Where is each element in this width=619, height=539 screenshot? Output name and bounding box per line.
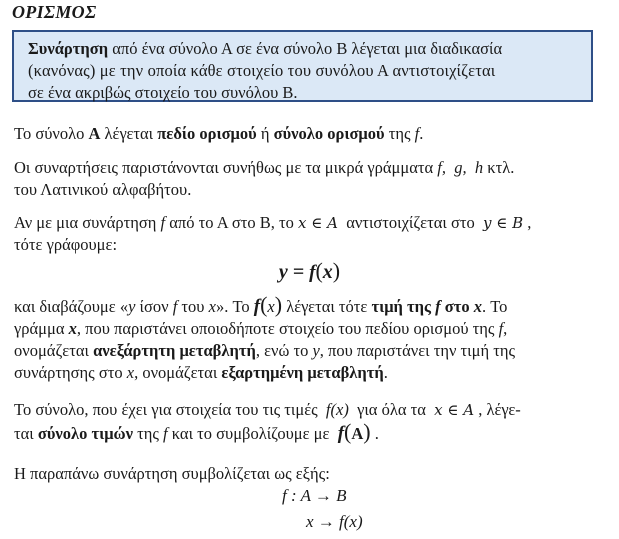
paragraph-domain: Το σύνολο Α λέγεται πεδίο ορισμού ή σύνολο ορισμού της f.: [14, 124, 424, 143]
term-value: τιμή της: [371, 297, 436, 316]
definition-heading: ΟΡΙΣΜΟΣ: [12, 2, 97, 22]
paragraph-range: Το σύνολο, που έχει για στοιχεία του τις τιμές f(x) για όλα τα x ∈ A , λέγε- ται σύνολο τιμών της f και το συμβολίζουμε με f(A) .: [14, 400, 521, 444]
definition-line-2: (κανόνας) με την οποία κάθε στοιχείο του συνόλου Α αντιστοιχίζεται: [28, 61, 496, 80]
term-domain: πεδίο ορισμού: [157, 124, 257, 143]
paragraph-notation: Οι συναρτήσεις παριστάνονται συνήθως με τα μικρά γράμματα f, g, h κτλ. του Λατινικού αλφαβήτου.: [14, 158, 515, 199]
mapping-line-1: f : A → B: [282, 486, 347, 505]
term-dependent-variable: εξαρτημένη μεταβλητή: [221, 363, 384, 382]
term-range: σύνολο τιμών: [37, 424, 133, 443]
paragraph-symbolization: Η παραπάνω συνάρτηση συμβολίζεται ως εξής:: [14, 464, 330, 483]
paragraph-mapping-intro: Αν με μια συνάρτηση f από το Α στο Β, το x ∈ A αντιστοιχίζεται στο y ∈ B , τότε γράφουμε:: [14, 213, 532, 254]
definition-term: Συνάρτηση: [28, 39, 109, 58]
definition-line-3: σε ένα ακριβώς στοιχείο του συνόλου Β.: [28, 83, 298, 102]
definition-box: [12, 30, 593, 102]
definition-line-1: Συνάρτηση από ένα σύνολο Α σε ένα σύνολο Β λέγεται μια διαδικασία: [28, 39, 503, 58]
paragraph-variables: και διαβάζουμε «y ίσον f του x». Το f(x) λέγεται τότε τιμή της f στο x. Το γράμμα x, που παριστάνει οποιοδήποτε στοιχείο του πεδίου ορισμού της f, ονομάζεται ανεξάρτητη μεταβλητή, ενώ το y, που παριστάνει την τιμή της συνάρτησης στο x, ονομάζεται εξαρτημένη μεταβλητή.: [14, 292, 516, 382]
term-domain-set: σύνολο ορισμού: [273, 124, 385, 143]
main-formula: y = f(x): [278, 258, 341, 283]
mapping-line-2: x → f(x): [306, 512, 363, 531]
term-independent-variable: ανεξάρτητη μεταβλητή: [93, 341, 256, 360]
